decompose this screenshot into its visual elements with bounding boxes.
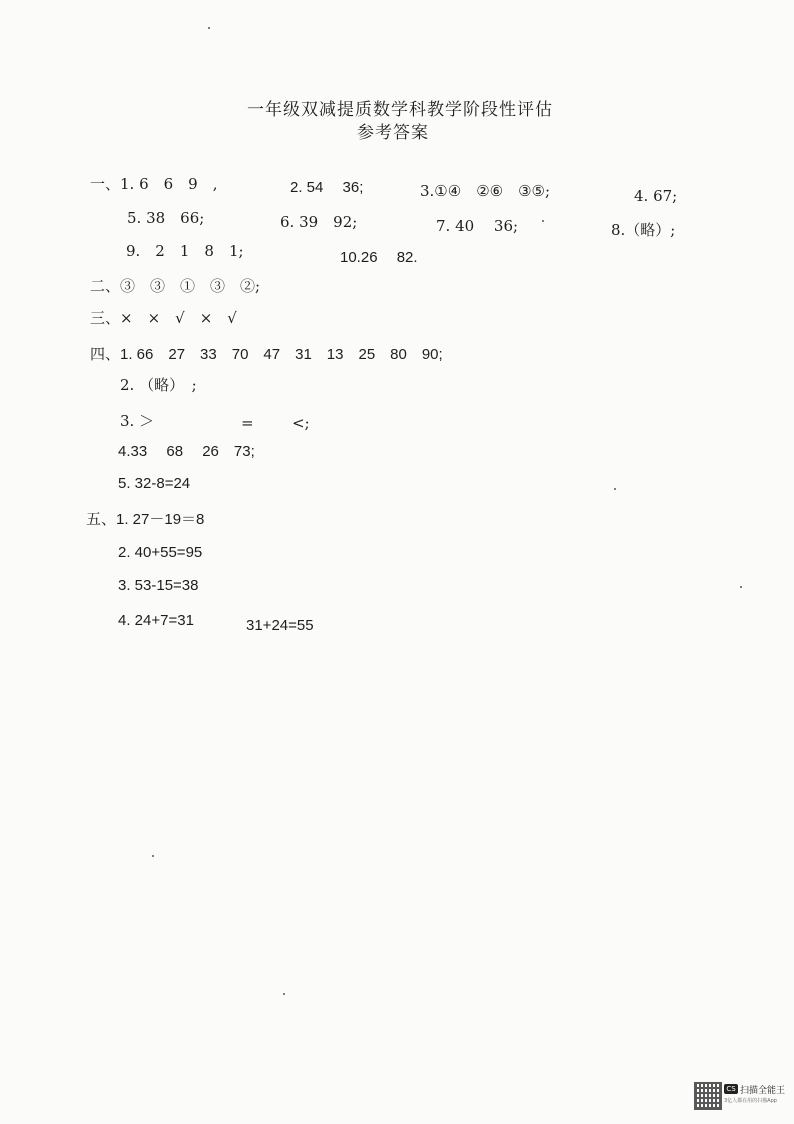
section1-item-5: 5. 38 66; xyxy=(127,209,205,227)
section4-question-2: 2. （略） ; xyxy=(120,376,197,394)
camscanner-name: 扫描全能王 xyxy=(740,1086,786,1096)
section2-answers: 二、③ ③ ① ③ ②; xyxy=(90,277,261,295)
section4-question-3-right: <; xyxy=(292,414,310,432)
section4-question-1: 四、1. 66 27 33 70 47 31 13 25 80 90; xyxy=(90,346,443,363)
scan-speck xyxy=(614,488,616,490)
section1-item-6: 6. 39 92; xyxy=(280,213,358,231)
section1-item-7: 7. 40 36; xyxy=(436,217,519,235)
section1-item-1: 一、1. 6 6 9 , xyxy=(90,175,218,193)
scan-speck xyxy=(740,586,742,588)
section5-question-4-left: 4. 24+7=31 xyxy=(118,612,194,629)
section1-item-2: 2. 54 36; xyxy=(290,179,364,196)
camscanner-tagline: 3亿人都在用的扫描App xyxy=(724,1098,777,1104)
qr-code-icon xyxy=(694,1082,722,1110)
scan-speck xyxy=(283,993,285,995)
scan-speck xyxy=(542,220,544,222)
section3-answers: 三、× × √ × √ xyxy=(90,309,237,327)
scan-speck xyxy=(208,27,210,29)
section4-question-3-left: 3. ＞ xyxy=(120,412,155,430)
section5-question-2: 2. 40+55=95 xyxy=(118,544,203,561)
section5-question-3: 3. 53-15=38 xyxy=(118,577,199,594)
section1-item-10: 10.26 82. xyxy=(340,249,418,266)
section1-item-3: 3.①④ ②⑥ ③⑤; xyxy=(420,182,551,200)
camscanner-logo: CS xyxy=(724,1084,738,1094)
page-subtitle: 参考答案 xyxy=(357,123,429,143)
section4-question-4: 4.33 68 26 73; xyxy=(118,443,255,460)
section4-question-5: 5. 32-8=24 xyxy=(118,475,191,492)
section1-item-8: 8.（略）; xyxy=(611,221,676,239)
section5-question-4-right: 31+24=55 xyxy=(246,617,314,634)
scan-speck xyxy=(152,855,154,857)
page-title: 一年级双减提质数学科教学阶段性评估 xyxy=(247,100,553,120)
section4-question-3-mid: = xyxy=(241,414,254,432)
section5-question-1: 五、1. 27－19＝8 xyxy=(86,511,205,528)
section1-item-4: 4. 67; xyxy=(634,187,678,205)
section1-item-9: 9. 2 1 8 1; xyxy=(126,242,244,260)
